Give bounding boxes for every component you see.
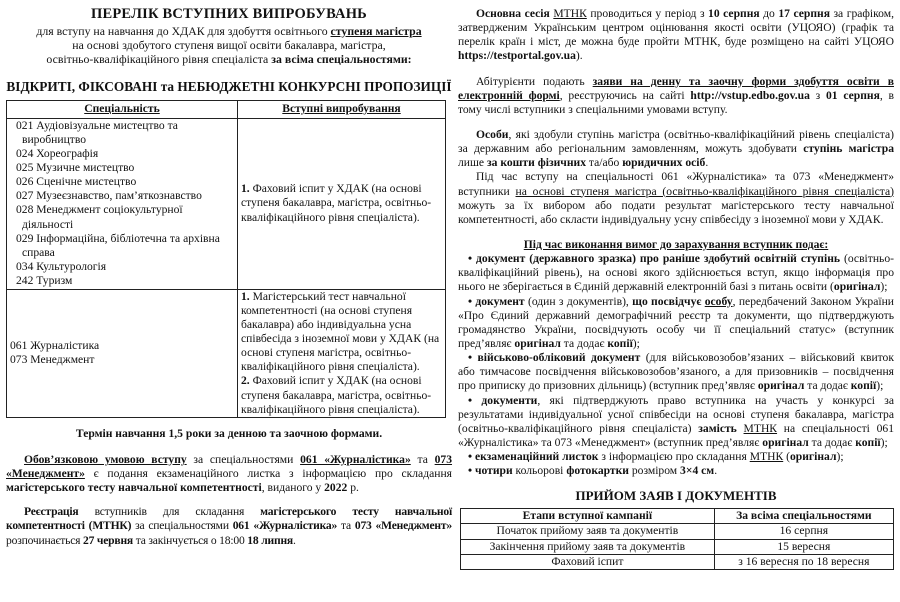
specialty-item: 034 Культурологія — [16, 259, 107, 273]
text-span: (освітньо-кваліфікаційний рівень), на основі якого здійснюється вступ, якщо інформація про нього не зберігається в Єдиній державній електронній базі з питань освіти ( — [458, 252, 894, 294]
document-bullet — [458, 394, 894, 451]
text-span: Абітурієнти подають — [476, 74, 593, 88]
specialty-item: 028 Менеджмент соціокультурної діяльності — [16, 203, 183, 231]
text-span: документи — [481, 393, 538, 407]
text-span: проводиться у період з — [586, 7, 709, 20]
col-header-stages: Етапи вступної кампанії — [461, 509, 715, 524]
text-span: з — [809, 88, 826, 102]
text-span: Основна сесія — [476, 7, 550, 20]
bullet-icon: • — [468, 351, 473, 365]
exam-text: Магістерський тест навчальної компетентності (на основі ступеня бакалавра) або індивідуальна усна співбесіда з іноземної мови у ХДАК (на основі ступеня магістра, освітньо-кваліфікаційного рівня спеціаліста). — [241, 289, 440, 374]
mandatory-condition — [6, 453, 452, 495]
text-span: з інформацією про складання — [598, 450, 750, 464]
text-span: , які підтверджують право вступника на участь у конкурсі за результатами індивідуальної усної співбесіди на основі ступеня бакалавра, магістра (освітньо-кваліфікаційного рівня спеціаліста) — [458, 393, 895, 435]
document-bullet — [458, 464, 894, 478]
document-bullet — [458, 351, 894, 393]
right-column — [458, 0, 894, 570]
specialty-item: 027 Музеєзнавство, пам’яткознавство — [16, 189, 202, 203]
bullet-icon: • — [468, 252, 473, 266]
text-span: Реєстрація — [24, 505, 79, 519]
date-cell: 16 серпня — [714, 524, 893, 539]
text-span: 18 липня — [247, 533, 294, 547]
text-span: та/або — [586, 156, 623, 170]
text-span: за спеціальностями — [131, 519, 233, 533]
text-span: 2022 — [324, 481, 348, 495]
col-header-specialty: Спеціальність — [7, 101, 238, 118]
text-span: 10 серпня — [708, 7, 760, 20]
text-span: оригінал — [514, 336, 561, 350]
bullet-icon: • — [468, 450, 473, 464]
exam-text: Фаховий іспит у ХДАК (на основі ступеня бакалавра, магістра, освітньо-кваліфікаційного рівня спеціаліста). — [241, 182, 432, 224]
text-span: ). — [575, 49, 583, 63]
bullet-icon: • — [468, 393, 473, 407]
specialty-item: 021 Аудіовізуальне мистецтво та виробництво — [16, 118, 178, 146]
exam-cell — [238, 289, 446, 417]
exam-text: Фаховий іспит у ХДАК (на основі ступеня бакалавра, магістра, освітньо-кваліфікаційного рівня спеціаліста). — [241, 374, 432, 416]
text-span: фотокартки — [566, 464, 629, 478]
specialty-item: 025 Музичне мистецтво — [16, 160, 135, 174]
text-span: , в тому числі вступники з спеціальними умовами вступу. — [458, 88, 894, 116]
text-span: можуть за їх вибором або подати результат магістерського тесту навчальної компетентності, або скласти індивідуальну усну співбесіду з іноземної мови у ХДАК. — [458, 198, 894, 226]
stage-cell: Закінчення прийому заяв та документів — [461, 539, 715, 554]
subtitle-all-specs: за всіма спеціальностями: — [271, 52, 412, 66]
text-span: , реєструючись на сайті — [559, 88, 691, 102]
text-span: копії — [607, 336, 633, 350]
text-span: р. — [347, 481, 359, 495]
table-row — [461, 539, 894, 554]
during-admission-info — [458, 170, 894, 227]
text-span: 061 «Журналістика» — [300, 452, 411, 466]
col-header-all-specialties: За всіма спеціальностями — [714, 509, 893, 524]
text-span: оригінал — [757, 379, 805, 393]
text-span: МТНК — [749, 450, 784, 464]
subtitle-line-2: на основі здобутого ступеня вищої освіти бакалавра, магістра, — [72, 37, 386, 52]
text-span: документ (державного зразка) про раніше здобутий освітній ступінь — [476, 252, 841, 266]
exam-cell — [238, 118, 446, 289]
text-span: вступників для складання — [78, 505, 261, 519]
text-span: МТНК — [553, 7, 587, 20]
subtitle-line-3 — [6, 52, 452, 66]
document-bullet — [458, 450, 894, 464]
text-span: та закінчується о 18:00 — [133, 533, 248, 547]
text-span: оригінал — [789, 450, 837, 464]
left-column — [0, 0, 452, 548]
text-span: розміром — [628, 464, 681, 478]
table-row — [461, 524, 894, 539]
text-span: ); — [880, 280, 888, 294]
exam-number: 1. — [241, 289, 250, 303]
text-span: розпочинається — [6, 533, 83, 547]
text-span: заяви на денну та заочну форми здобуття освіти в електронній формі — [458, 74, 894, 102]
text-span: (один з документів), — [524, 294, 633, 308]
text-span: до — [759, 7, 779, 20]
subtitle-line-1 — [6, 24, 452, 38]
table-row — [461, 554, 894, 569]
specialties-cell — [7, 289, 238, 417]
text-span: ); — [836, 450, 844, 464]
exams-table — [6, 100, 446, 417]
text-span: ( — [783, 450, 790, 464]
col-header-exams: Вступні випробування — [238, 101, 446, 118]
specialty-item: 024 Хореографія — [16, 146, 99, 160]
specialty-item: 073 Менеджмент — [10, 353, 95, 367]
page-title: ПЕРЕЛІК ВСТУПНИХ ВИПРОБУВАНЬ — [91, 6, 367, 22]
registration-info — [6, 505, 452, 547]
text-span: . — [705, 156, 709, 170]
persons-info — [458, 128, 894, 170]
applicants-info — [458, 75, 894, 117]
text-span: оригінал — [833, 280, 881, 294]
text-span: Обов’язковою умовою вступу — [24, 452, 187, 466]
text-span: за графіком, затвердженим Українським центром оцінювання якості освіти (УЦОЯО) (графік та перелік країн і міст, де можна буде пройти МТНК, буде розміщено на сайті УЦОЯО — [458, 7, 894, 49]
exam-item — [241, 290, 442, 375]
text-span: оригінал — [762, 435, 809, 449]
bullet-icon: • — [468, 294, 473, 308]
admission-table — [460, 508, 894, 570]
section-title: ВІДКРИТІ, ФІКСОВАНІ та НЕБЮДЖЕТНІ КОНКУРСНІ ПРОПОЗИЦІЇ — [6, 79, 452, 95]
text-span: Під час вступу на спеціальності 061 «Журналістика» та 073 «Менеджмент» вступники — [458, 170, 894, 198]
exam-number: 1. — [241, 182, 250, 196]
table-row — [7, 289, 446, 417]
study-term: Термін навчання 1,5 роки за денною та заочною формами. — [75, 426, 383, 440]
text-span: магістерського тесту навчальної компетентності — [6, 481, 262, 495]
table-header-row — [7, 101, 446, 118]
text-span: 061 «Журналістика» — [232, 519, 338, 533]
document-bullet — [458, 295, 894, 352]
text-span: та — [410, 452, 435, 466]
exam-number: 2. — [241, 374, 250, 388]
specialties-cell — [7, 118, 238, 289]
document-bullet — [458, 252, 894, 294]
table-row — [7, 118, 446, 289]
text-span: ); — [632, 336, 640, 350]
text-span: на спеціальності 061 «Журналістика» та 073 «Менеджмент» (вступник пред’являє — [458, 421, 894, 449]
text-span: кольорові — [512, 464, 567, 478]
text-span: що посвідчує — [632, 294, 702, 308]
specialty-item: 242 Туризм — [16, 274, 73, 288]
edbo-link[interactable]: http://vstup.edbo.gov.ua — [690, 88, 810, 102]
text-span: та додає — [808, 435, 856, 449]
text-span: Особи — [476, 127, 509, 141]
text-span: 17 серпня — [778, 7, 830, 20]
text-span: та — [337, 519, 355, 533]
subtitle-text: для вступу на навчання до ХДАК для здобуття освітнього — [36, 23, 331, 38]
text-span: копії — [850, 379, 877, 393]
text-span: та додає — [804, 379, 851, 393]
text-span: особу — [704, 294, 733, 308]
text-span — [737, 422, 744, 435]
documents-title: Під час виконання вимог до зарахування вступник подає: — [523, 237, 829, 251]
text-span: чотири — [474, 464, 513, 478]
text-span: ступінь магістра — [803, 142, 894, 156]
main-session — [458, 7, 894, 64]
text-span: . — [714, 464, 718, 478]
text-span: 27 червня — [82, 533, 134, 547]
text-span: , передбачений Законом України «Про Єдиний державний демографічний реєстр та документи, що підтверджують громадянство України, посвідчують особу чи її спеціальний статус» (вступник пред’являє — [458, 294, 894, 350]
text-span: замість — [698, 421, 737, 435]
admission-title: ПРИЙОМ ЗАЯВ І ДОКУМЕНТІВ — [575, 488, 777, 504]
text-span: на основі ступеня магістра (освітньо-кваліфікаційного рівня спеціаліста) — [515, 184, 894, 198]
specialty-item: 026 Сценічне мистецтво — [16, 175, 137, 189]
text-span: документ — [475, 294, 525, 308]
text-span: 01 серпня — [825, 88, 880, 102]
text-span: , виданого у — [261, 481, 325, 495]
text-span: копії — [855, 435, 881, 449]
text-span: магістерського тесту навчальної компетентності (МТНК) — [6, 505, 452, 533]
text-span: 073 «Менеджмент» — [6, 452, 453, 481]
text-span: 3×4 см — [680, 464, 715, 478]
text-span: та додає — [560, 336, 608, 350]
text-span: МТНК — [743, 421, 778, 435]
bullet-icon: • — [468, 464, 473, 478]
text-span: ); — [876, 379, 884, 393]
text-span: (для військовозобов’язаних – військовий квиток або тимчасове посвідчення військовозобов’язаного, а для призовників – посвідчення про приписку до призовних дільниць) (вступник пред’являє — [458, 351, 894, 393]
text-span: є подання екзаменаційного листка з інформацією про складання — [84, 467, 452, 481]
table-header-row — [461, 509, 894, 524]
text-span: військово-обліковий документ — [477, 351, 641, 365]
text-span: , які здобули ступінь магістра (освітньо-кваліфікаційний рівень спеціаліста) за державним або регіональним замовленням, можуть здобувати — [458, 127, 894, 156]
text-span: за кошти фізичних — [486, 156, 586, 170]
text-span: за спеціальностями — [186, 452, 301, 466]
date-cell: з 16 вересня по 18 вересня — [714, 554, 893, 569]
text-span: лише — [458, 156, 487, 170]
testportal-link[interactable]: https://testportal.gov.ua — [458, 49, 576, 63]
date-cell: 15 вересня — [714, 539, 893, 554]
subtitle-text: освітньо-кваліфікаційного рівня спеціаліста — [46, 52, 272, 66]
stage-cell: Фаховий іспит — [461, 554, 715, 569]
text-span: юридичних осіб — [622, 156, 706, 170]
subtitle-degree: ступеня магістра — [330, 23, 422, 38]
text-span: 073 «Менеджмент» — [354, 519, 453, 533]
specialty-item: 061 Журналістика — [10, 339, 100, 352]
text-span: ); — [880, 435, 888, 449]
text-span: екзаменаційний листок — [474, 450, 599, 464]
stage-cell: Початок прийому заяв та документів — [461, 524, 715, 539]
specialty-item: 029 Інформаційна, бібліотечна та архівна справа — [16, 231, 220, 259]
exam-item — [241, 374, 442, 416]
text-span: . — [293, 533, 296, 547]
